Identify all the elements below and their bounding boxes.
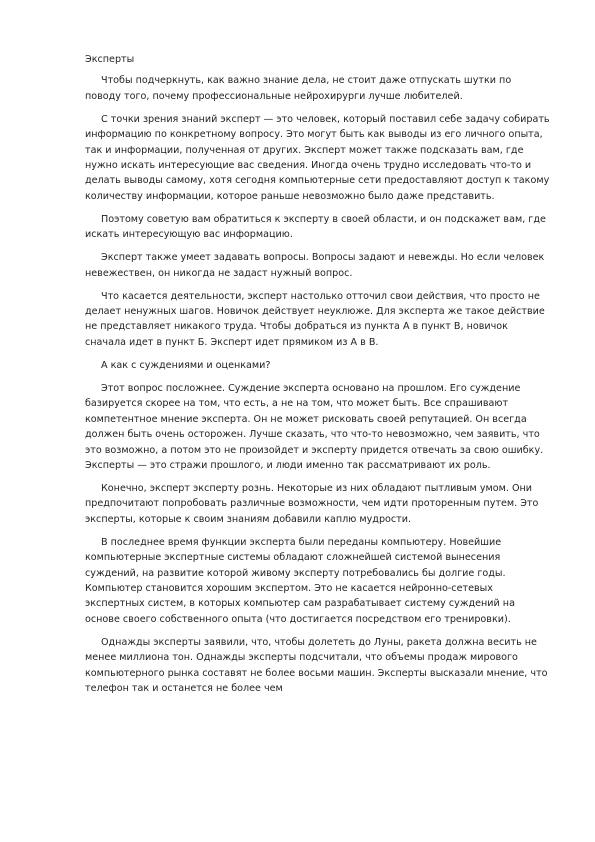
paragraph: Однажды эксперты заявили, что, чтобы долететь до Луны, ракета должна весить не менее миллиона тон. Однажды эксперты подсчитали, что объемы продаж мирового компьютерного рынка составят не более восьми машин. Эксперты высказали мнение, что телефон так и останется не более чем: [85, 636, 548, 694]
paragraph: Поэтому советую вам обратиться к эксперту в своей области, и он подскажет вам, где искать интересующую вас информацию.: [85, 213, 546, 241]
document-title: Эксперты: [85, 54, 135, 65]
paragraph: Этот вопрос посложнее. Суждение эксперта основано на прошлом. Его суждение базируется скорее на том, что есть, а не на том, что может быть. Все спрашивают компетентное мнение эксперта. Он не может рисковать своей репутацией. Он всегда должен быть очень осторожен. Лучше сказать, что что-то невозможно, чем заявить, что это возможно, а потом это не произойдет и эксперту придется отвечать за свою ошибку. Эксперты — это стражи прошлого, и люди именно так рассматривают их роль.: [85, 382, 544, 471]
paragraph: Что касается деятельности, эксперт настолько отточил свои действия, что просто не делает ненужных шагов. Новичок действует неуклюже. Для эксперта же такое действие не представляет никакого труда. Чтобы добраться из пункта А в пункт В, новичок сначала идет в пункт Б. Эксперт идет прямиком из А в В.: [85, 290, 545, 348]
document-body: [85, 52, 550, 704]
paragraph: Эксперт также умеет задавать вопросы. Вопросы задают и невежды. Но если человек невежествен, он никогда не задаст нужный вопрос.: [85, 252, 545, 279]
paragraph: Конечно, эксперт эксперту рознь. Некоторые из них обладают пытливым умом. Они предпочитают попробовать различные возможности, чем идти проторенным путем. Это эксперты, которые к своим знаниям добавили каплю мудрости.: [85, 482, 539, 525]
paragraph: Чтобы подчеркнуть, как важно знание дела, не стоит даже отпускать шутки по поводу того, почему профессиональные нейрохирурги лучше любителей.: [85, 75, 512, 102]
paragraph: В последнее время функции эксперта были переданы компьютеру. Новейшие компьютерные экспертные системы обладают сложнейшей системой вынесения суждений, на развитие которой живому эксперту потребовались бы долгие годы. Компьютер становится хорошим экспертом. Это не касается нейронно-сетевых экспертных систем, в которых компьютер сам разрабатывает систему суждений на основе своего собственного опыта (что достигается посредством его тренировки).: [85, 536, 515, 625]
paragraph: А как с суждениями и оценками?: [101, 359, 271, 371]
paragraph: С точки зрения знаний эксперт — это человек, который поставил себе задачу собирать информацию по конкретному вопросу. Это могут быть как выводы из его личного опыта, так и информации, полученная от других. Эксперт может также подсказать вам, где нужно искать интересующие вас сведения. Иногда очень трудно исследовать что-то и делать выводы самому, хотя сегодня компьютерные сети предоставляют доступ к такому количеству информации, которое раньше невозможно было даже представить.: [85, 113, 550, 202]
